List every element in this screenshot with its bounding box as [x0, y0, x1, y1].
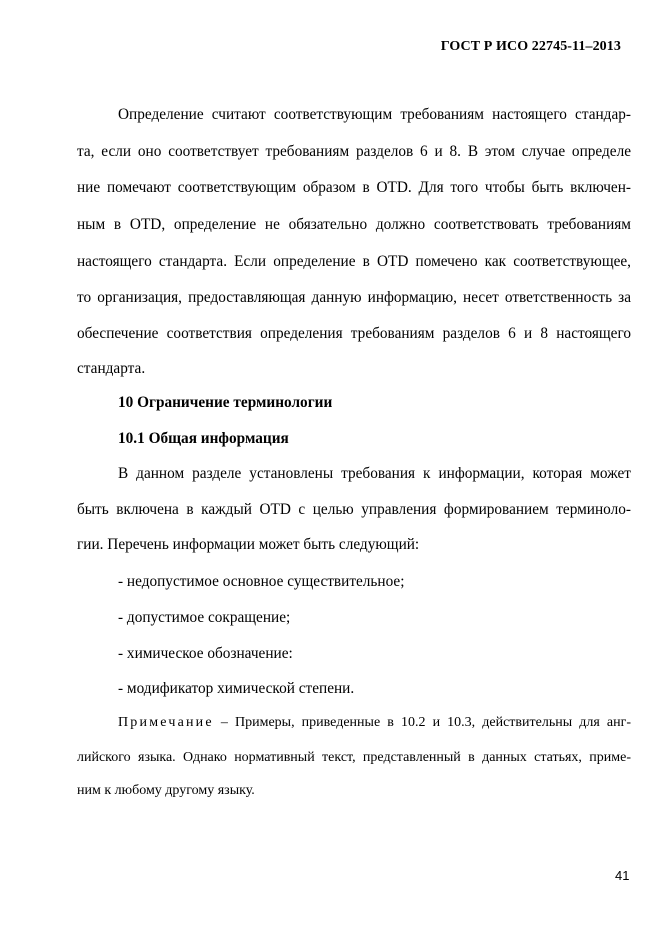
note-line [118, 714, 631, 732]
text-line: настоящего стандарта. Если определение в OTD помечено как соответствующее, [77, 253, 631, 270]
list-item: - допустимое сокращение; [118, 609, 291, 626]
text-line: гии. Перечень информации может быть следующий: [77, 536, 420, 553]
note-text: – Примеры, приведенные в 10.2 и 10.3, действительны для анг- [213, 715, 631, 730]
list-item: - химическое обозначение: [118, 645, 293, 662]
list-item: - недопустимое основное существительное; [118, 573, 405, 590]
note-line: ним к любому другому языку. [77, 783, 255, 798]
text-line: ние помечают соответствующим образом в OTD. Для того чтобы быть включен- [77, 179, 631, 196]
list-item: - модификатор химической степени. [118, 680, 355, 697]
section-heading: 10 Ограничение терминологии [118, 394, 333, 411]
subsection-heading: 10.1 Общая информация [118, 430, 289, 447]
text-line: стандарта. [77, 360, 146, 377]
text-line: обеспечение соответствия определения требованиям разделов 6 и 8 настоящего [77, 325, 631, 342]
document-header: ГОСТ Р ИСО 22745-11–2013 [440, 39, 621, 54]
text-line: В данном разделе установлены требования к информации, которая может [118, 465, 631, 482]
text-line: то организация, предоставляющая данную информацию, несет ответственность за [77, 289, 631, 306]
text-line: быть включена в каждый OTD с целью управления формированием терминоло- [77, 501, 631, 518]
text-line: та, если оно соответствует требованиям разделов 6 и 8. В этом случае определе [77, 143, 631, 160]
note-line: лийского языка. Однако нормативный текст, представленный в данных статьях, приме- [77, 750, 631, 765]
text-line: Определение считают соответствующим требованиям настоящего стандар- [118, 106, 631, 123]
note-label: Примечание [118, 715, 214, 730]
page-number: 41 [615, 868, 630, 883]
text-line: ным в OTD, определение не обязательно должно соответствовать требованиям [77, 216, 631, 233]
